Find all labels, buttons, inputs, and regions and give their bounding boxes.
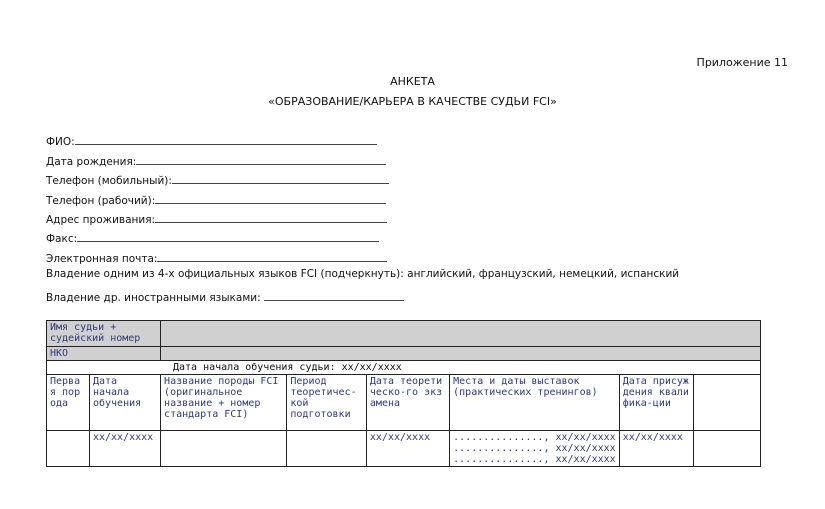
cell-extra[interactable] — [694, 431, 761, 467]
fio-label: ФИО: — [46, 136, 75, 148]
nko-label: НКО — [47, 347, 161, 361]
header-theory-period: Период теоретичес-кой подготовки — [287, 375, 367, 431]
header-extra — [694, 375, 761, 431]
show-entry: ..............., xx/xx/xxxx — [453, 454, 616, 465]
address-label: Адрес проживания: — [46, 214, 156, 226]
phone-mobile-line[interactable] — [172, 172, 389, 184]
dob-line[interactable] — [136, 153, 386, 165]
fax-label: Факс: — [46, 233, 78, 245]
cell-shows[interactable] — [450, 431, 620, 467]
dob-field — [46, 153, 386, 168]
header-qualification-date: Дата присуждения квалифика-ции — [619, 375, 693, 431]
header-start-date: Дата начала обучения — [89, 375, 160, 431]
address-line[interactable] — [155, 211, 387, 223]
nko-value[interactable] — [161, 347, 761, 361]
training-start-date: Дата начала обучения судьи: xx/xx/xxxx — [47, 361, 761, 375]
judge-name-label: Имя судьи + судейский номер — [47, 321, 161, 347]
appendix-label: Приложение 11 — [696, 56, 788, 69]
cell-exam-date[interactable]: xx/xx/xxxx — [366, 431, 449, 467]
form-subtitle: «ОБРАЗОВАНИЕ/КАРЬЕРА В КАЧЕСТВЕ СУДЬИ FCI» — [268, 95, 557, 108]
table-row — [47, 431, 761, 467]
phone-work-line[interactable] — [155, 192, 386, 204]
header-breed-name: Название породы FCI (оригинальное название + номер стандарта FCI) — [161, 375, 287, 431]
fio-field — [46, 133, 377, 148]
phone-mobile-field — [46, 172, 389, 187]
dob-label: Дата рождения: — [46, 156, 137, 168]
header-shows: Места и даты выставок (практических тренингов) — [450, 375, 620, 431]
fio-line[interactable] — [75, 133, 377, 145]
other-languages-field — [46, 289, 404, 304]
email-line[interactable] — [157, 250, 387, 262]
phone-work-field — [46, 192, 386, 207]
cell-qualification-date[interactable]: xx/xx/xxxx — [619, 431, 693, 467]
other-languages-line[interactable] — [264, 289, 404, 301]
training-table — [46, 320, 761, 467]
other-languages-label: Владение др. иностранными языками: — [46, 292, 261, 304]
cell-start-date[interactable]: xx/xx/xxxx — [89, 431, 160, 467]
show-entry: ..............., xx/xx/xxxx — [453, 432, 616, 443]
cell-first-breed[interactable] — [47, 431, 90, 467]
fax-field — [46, 230, 379, 245]
header-exam-date: Дата теоретическо-го экзамена — [366, 375, 449, 431]
cell-theory-period[interactable] — [287, 431, 367, 467]
email-label: Электронная почта: — [46, 253, 158, 265]
language-label: Владение одним из 4-х официальных языков FCI (подчеркнуть): английский, французский, немецкий, испанский — [46, 268, 680, 280]
fax-line[interactable] — [77, 230, 379, 242]
cell-breed-name[interactable] — [161, 431, 287, 467]
address-field — [46, 211, 387, 226]
phone-work-label: Телефон (рабочий): — [46, 195, 156, 207]
show-entry: ..............., xx/xx/xxxx — [453, 443, 616, 454]
language-field — [46, 268, 679, 280]
email-field — [46, 250, 387, 265]
form-title: АНКЕТА — [390, 75, 435, 88]
header-first-breed: Первая порода — [47, 375, 90, 431]
phone-mobile-label: Телефон (мобильный): — [46, 175, 172, 187]
judge-name-value[interactable] — [161, 321, 761, 347]
